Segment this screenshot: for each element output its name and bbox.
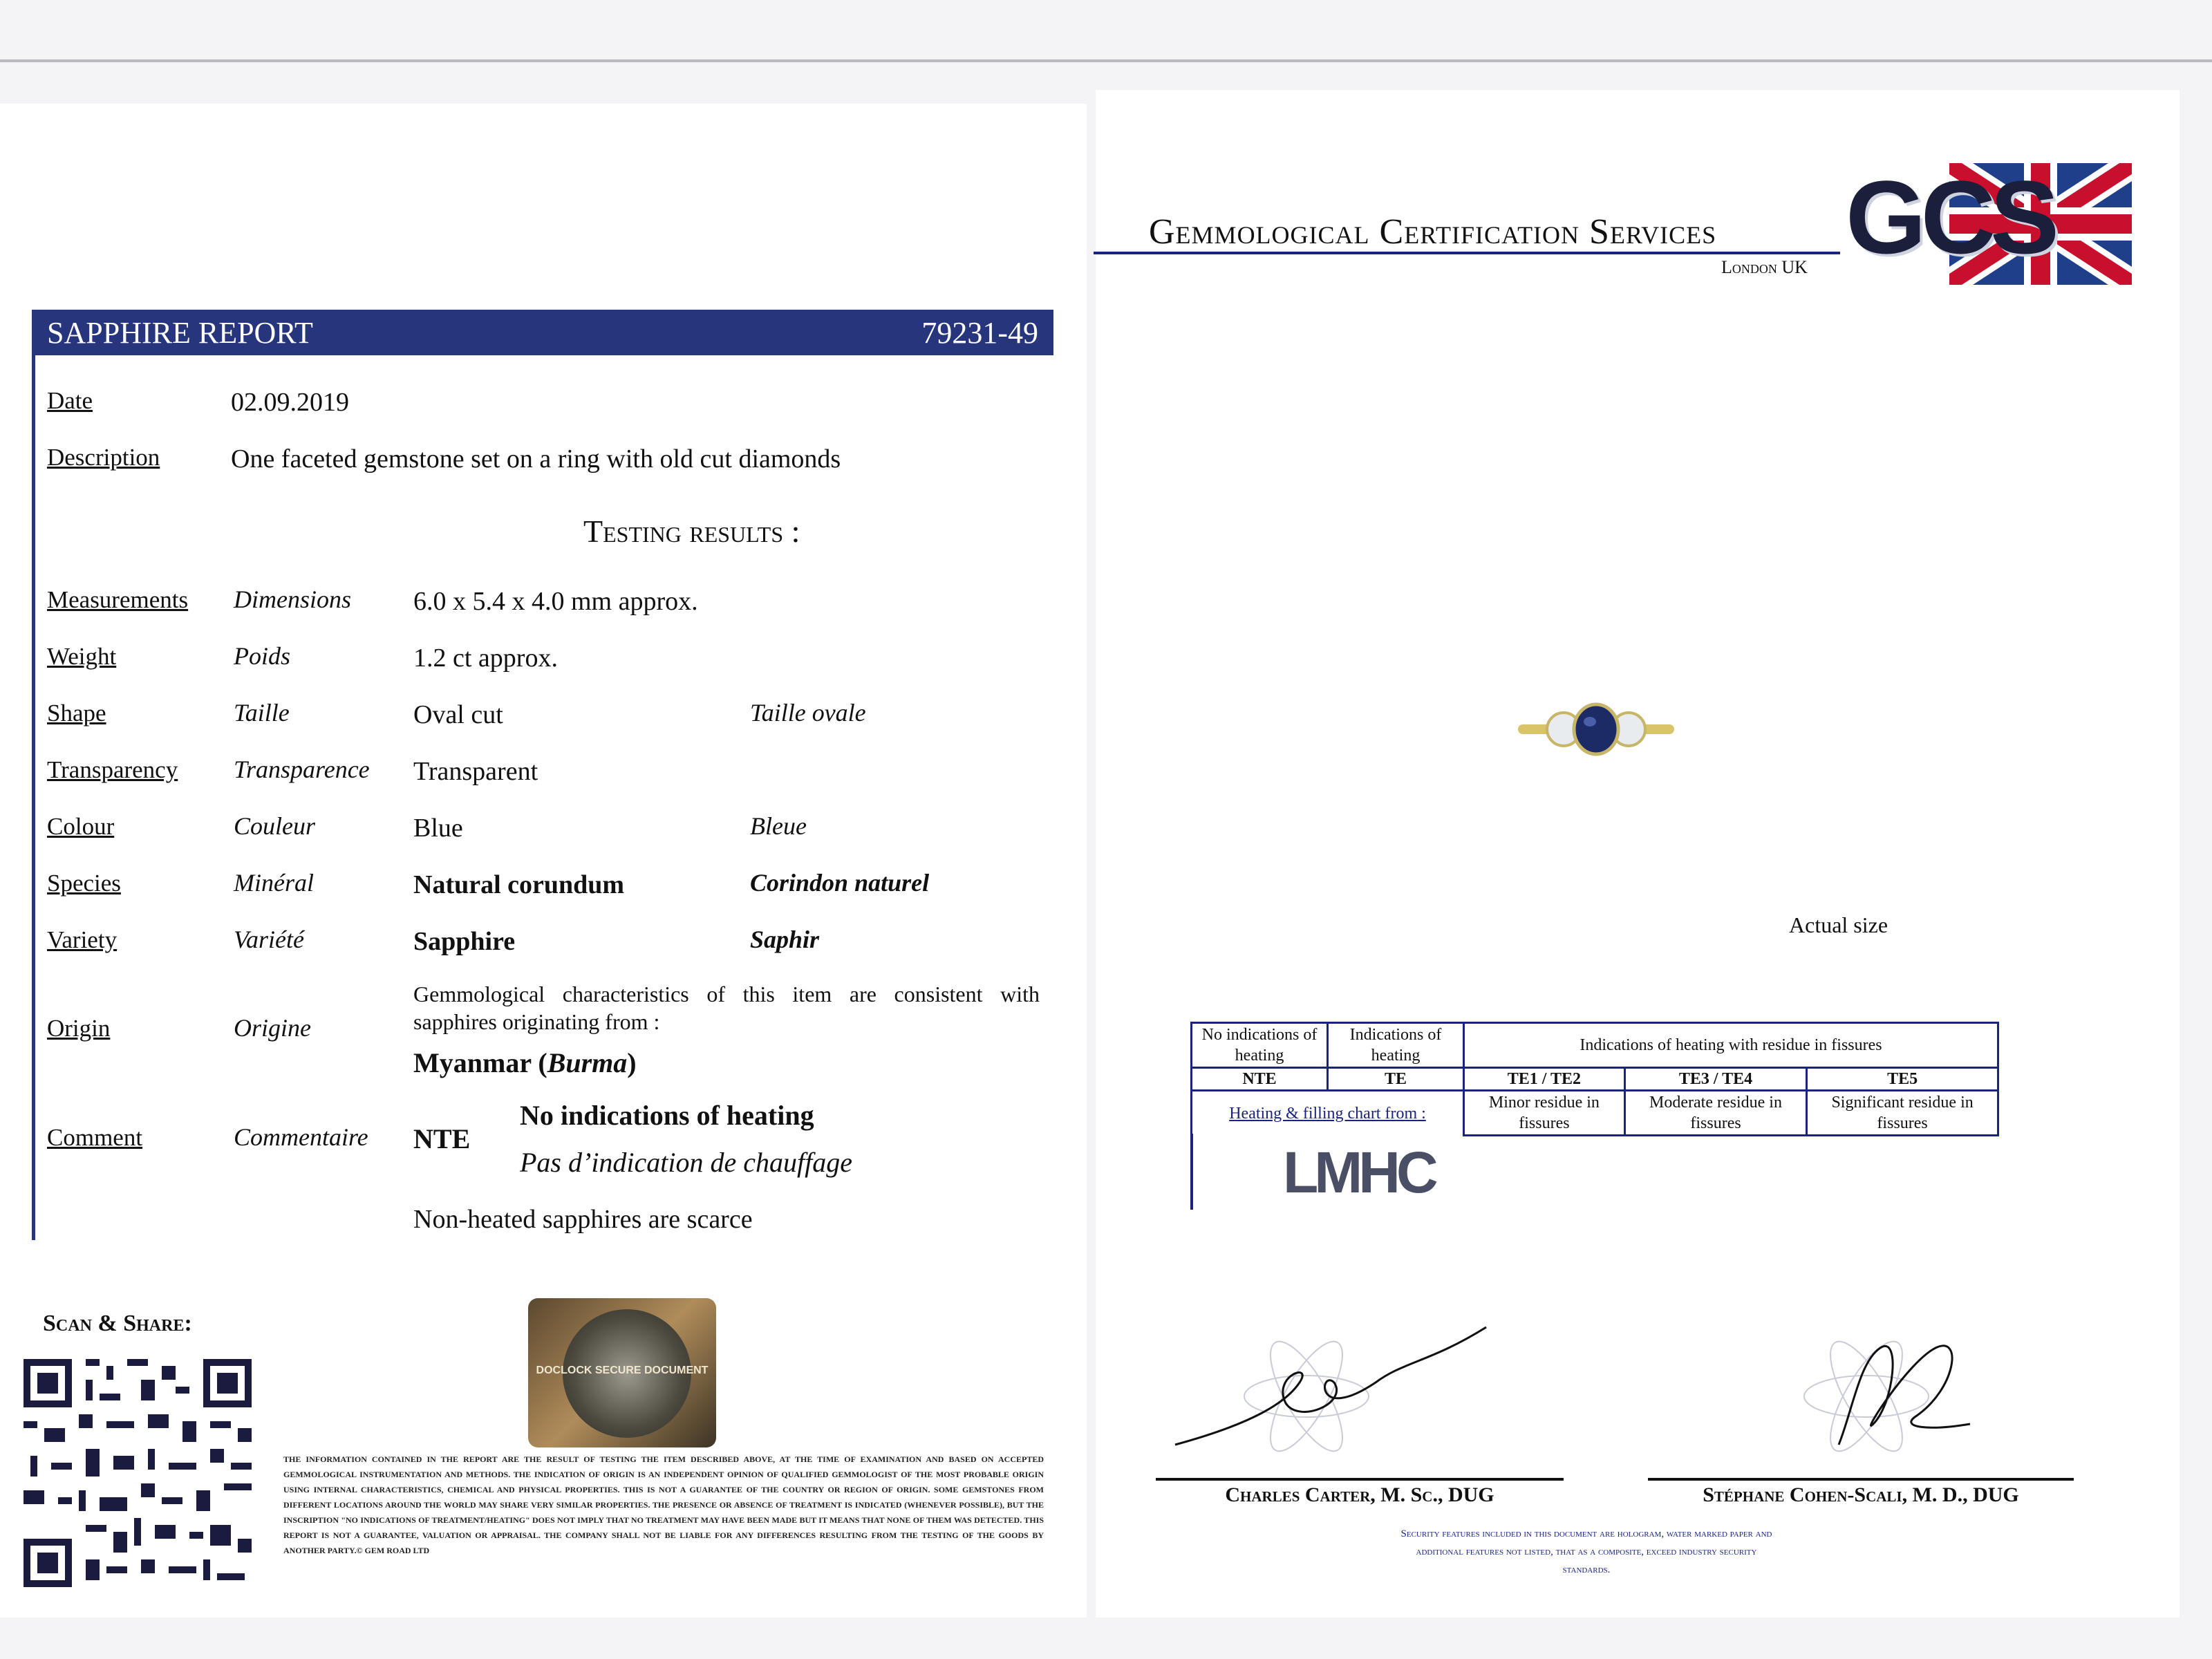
row-value-fr: Saphir	[750, 926, 820, 953]
comment-label: Comment	[47, 1124, 143, 1151]
signature-cohen-scali	[1763, 1320, 2012, 1459]
report-number: 79231-49	[921, 316, 1038, 350]
heating-table	[1190, 1022, 1999, 1136]
row-label-fr: Couleur	[234, 812, 316, 840]
row-value: 1.2 ct approx.	[413, 644, 558, 673]
row-label: Weight	[47, 643, 117, 670]
date-value: 02.09.2019	[231, 388, 349, 417]
signature-carter	[1168, 1320, 1493, 1459]
comment-note: Non-heated sapphires are scarce	[413, 1205, 753, 1234]
signatory-cohen-scali: Stéphane Cohen-Scali, M. D., DUG	[1703, 1483, 2019, 1506]
row-value: Sapphire	[413, 927, 516, 956]
row-value-fr: Bleue	[750, 812, 807, 840]
row-label-fr: Transparence	[234, 756, 370, 783]
comment-text: No indications of heating	[520, 1100, 814, 1131]
testing-results-heading: Testing results :	[583, 514, 800, 549]
lmhc-logo: LMHC	[1283, 1140, 1434, 1205]
origin-label: Origin	[47, 1015, 111, 1042]
row-value: 6.0 x 5.4 x 4.0 mm approx.	[413, 587, 698, 616]
origin-country-name: Myanmar	[413, 1047, 532, 1078]
doclock-hologram	[528, 1298, 716, 1447]
row-label: Transparency	[47, 756, 178, 783]
left-rule	[32, 355, 35, 1240]
code-te: TE	[1328, 1068, 1464, 1091]
gcs-logo-letters: GCS	[1846, 159, 2054, 275]
date-label: Date	[47, 387, 93, 414]
col-head-no-indications: No indications of heating	[1192, 1023, 1328, 1068]
col-head-residue: Indications of heating with residue in fissures	[1464, 1023, 1998, 1068]
gcs-logo	[1846, 159, 2132, 285]
row-label: Colour	[47, 813, 115, 840]
desc-moderate: Moderate residue in fissures	[1624, 1091, 1806, 1136]
security-note: Security features included in this document are hologram, water marked paper and additional features not listed, that as a composite, exceed industry security standards.	[1400, 1528, 1772, 1575]
description-label: Description	[47, 444, 160, 471]
desc-significant: Significant residue in fissures	[1807, 1091, 1998, 1136]
row-label: Species	[47, 870, 121, 897]
row-label: Measurements	[47, 586, 189, 613]
code-te3-te4: TE3 / TE4	[1624, 1068, 1806, 1091]
row-value: Oval cut	[413, 700, 503, 729]
col-head-indications: Indications of heating	[1328, 1023, 1464, 1068]
report-header-bar	[32, 310, 1053, 355]
heating-chart-link[interactable]: Heating & filling chart from :	[1229, 1104, 1426, 1123]
origin-country-alt: Burma	[547, 1047, 628, 1078]
description-value: One faceted gemstone set on a ring with old cut diamonds	[231, 444, 841, 474]
code-nte: NTE	[1192, 1068, 1328, 1091]
table-left-rule	[1190, 1134, 1193, 1210]
hologram-text: DOCLOCK SECURE DOCUMENT	[536, 1365, 709, 1376]
row-label-fr: Taille	[234, 699, 290, 727]
code-te5: TE5	[1807, 1068, 1998, 1091]
signatory-carter: Charles Carter, M. Sc., DUG	[1225, 1483, 1494, 1506]
origin-text-line1: Gemmological characteristics of this item are consistent with	[413, 982, 1040, 1006]
disclaimer-text: THE INFORMATION CONTAINED IN THE REPORT ARE THE RESULT OF TESTING THE ITEM DESCRIBED ABOVE, AT THE TIME OF EXAMINATION AND BASED ON ACCEPTED GEMMOLOGICAL INSTRUMENTATION AND METHODS. THE INDICATION OF ORIGIN IS AN INDEPENDENT OPINION OF QUALIFIED GEMMOLOGIST OF THE MOST PROBABLE ORIGIN USING INTERNAL CHARACTERISTICS, CHEMICAL AND PHYSICAL PROPERTIES. THIS IS NOT A GUARANTEE OF THE COUNTRY OR REGION OF ORIGIN. SOME GEMSTONES FROM DIFFERENT LOCATIONS AROUND THE WORLD MAY SHARE VERY SIMILAR PROPERTIES. THE PRESENCE OR ABSENCE OF TREATMENT IS INDICATED (WHENEVER POSSIBLE), BUT THE INSCRIPTION "NO INDICATIONS OF TREATMENT/HEATING" DOES NOT IMPLY THAT NO TREATMENT MAY HAVE BEEN MADE BUT IT MEANS THAT NONE OF THEM WAS DETECTED. THIS REPORT IS NOT A GUARANTEE, VALUATION OR APPRAISAL. THE COMPANY SHALL NOT BE LIABLE FOR ANY DIFFERENCES RESULTING FROM THE TESTING OF THE GOODS BY ANOTHER PARTY.© GEM ROAD LTD	[283, 1454, 1044, 1555]
row-value-fr: Taille ovale	[750, 699, 866, 727]
origin-text-line2: sapphires originating from :	[413, 1009, 660, 1034]
scan-share-label: Scan & Share:	[43, 1311, 192, 1336]
origin-label-fr: Origine	[234, 1014, 311, 1042]
comment-code: NTE	[413, 1123, 471, 1154]
row-label-fr: Minéral	[234, 869, 314, 897]
signature-line-right	[1648, 1478, 2074, 1481]
row-value: Natural corundum	[413, 870, 625, 899]
row-label-fr: Variété	[234, 926, 304, 953]
desc-minor: Minor residue in fissures	[1464, 1091, 1625, 1136]
report-title: SAPPHIRE REPORT	[47, 316, 313, 350]
photo-caption: Actual size	[1789, 912, 1888, 937]
row-value-fr: Corindon naturel	[750, 869, 930, 897]
company-name: Gemmological Certification Services	[1149, 212, 1717, 252]
qr-code-icon[interactable]	[17, 1352, 259, 1594]
row-label: Variety	[47, 926, 118, 953]
row-value: Blue	[413, 814, 463, 843]
code-te1-te2: TE1 / TE2	[1464, 1068, 1625, 1091]
comment-text-fr: Pas d’indication de chauffage	[520, 1147, 853, 1178]
row-label-fr: Poids	[234, 642, 291, 670]
scan-top-edge	[0, 59, 2212, 62]
comment-label-fr: Commentaire	[234, 1123, 368, 1151]
origin-country: Myanmar (Burma)	[413, 1047, 637, 1078]
row-label: Shape	[47, 700, 106, 727]
company-location: London UK	[1721, 257, 1808, 277]
signature-line-left	[1156, 1478, 1564, 1481]
company-rule	[1094, 252, 1840, 254]
row-value: Transparent	[413, 757, 538, 786]
chart-link-cell	[1192, 1091, 1464, 1136]
row-label-fr: Dimensions	[234, 585, 351, 613]
sapphire-ring-photo	[1518, 698, 1674, 760]
